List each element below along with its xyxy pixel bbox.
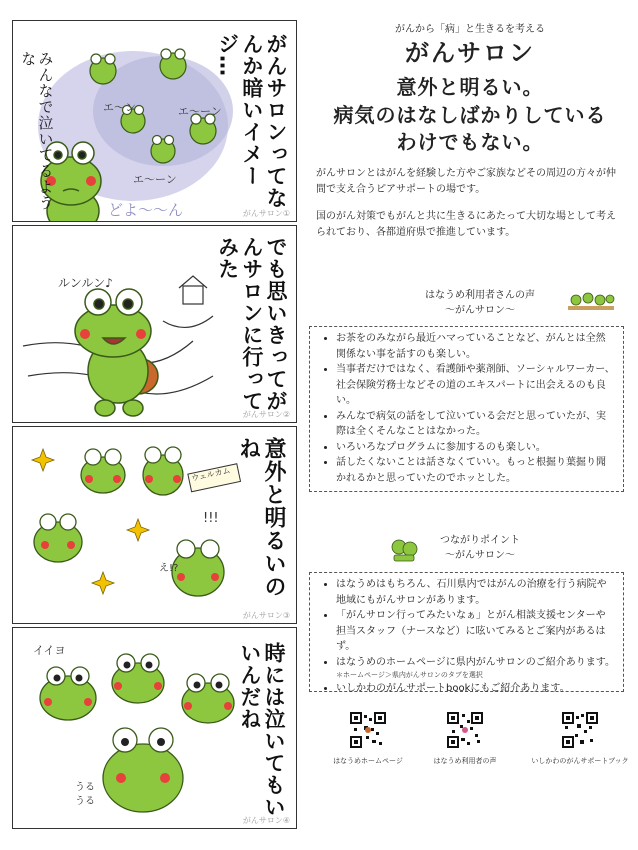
- frog-group-icon: [566, 290, 616, 316]
- voices-heading-subtitle: 〜がんサロン〜: [445, 305, 515, 316]
- points-heading: [400, 533, 560, 563]
- manga-panel-3: [12, 426, 297, 624]
- qr-code-icon: [350, 712, 386, 748]
- headline-line: わけでもない。: [396, 130, 544, 155]
- qr-user-voices[interactable]: [410, 712, 520, 766]
- sfx-cry: エ〜ーン: [133, 173, 177, 186]
- qr-code-icon: [447, 712, 483, 748]
- sfx-cry: エ〜ーン: [178, 105, 222, 118]
- list-item: • 話したくないことは話さなくていい。もっと根掘り葉掘り聞かれるかと思っていたのでホッとした。: [336, 455, 615, 486]
- sfx-teary: うる: [75, 796, 95, 807]
- list-item: • いしかわのがんサポートbookにもご紹介あります。: [336, 681, 615, 697]
- qr-label: いしかわのがんサポートブック: [531, 757, 629, 765]
- list-item-text: はなうめのホームページに県内がんサロンのご紹介あります。: [336, 656, 615, 668]
- sfx-teary: うる: [75, 782, 95, 793]
- intro-paragraph: がんサロンとはがんを経験した方やご家族などその周辺の方々が仲間で支え合うピアサポートの場です。: [316, 168, 616, 195]
- panel-4-narration: 時には泣いてもいいんだね: [237, 642, 286, 818]
- panel-credit: がんサロン①: [242, 209, 290, 218]
- sfx-humming: ルンルン♪: [58, 276, 113, 290]
- panel-credit: がんサロン③: [242, 611, 290, 620]
- panel-credit: がんサロン④: [242, 816, 290, 825]
- sfx-okay: イイヨ: [33, 644, 66, 657]
- qr-homepage[interactable]: [313, 712, 423, 766]
- intro-paragraph: 国のがん対策でもがんと共に生きるにあたって大切な場として考えられており、各都道府県で推進しています。: [316, 211, 616, 238]
- sfx-huh: え!?: [159, 563, 179, 574]
- list-item: • 「がんサロン行ってみたいなぁ」とがん相談支援センターや担当スタッフ（ナースなど）に呟いてみるとご案内があるはず。: [336, 608, 615, 655]
- list-item: • みんなで病気の話をして泣いている会だと思っていたが、実際は全くそんなことはなかった。: [336, 409, 615, 440]
- panel-1-narration: がんサロンってなんか暗いイメージ…: [215, 33, 288, 209]
- qr-support-book[interactable]: [525, 712, 635, 766]
- manga-panel-2: [12, 225, 297, 423]
- points-box: [309, 572, 624, 692]
- list-item: • いろいろなプログラムに参加するのも楽しい。: [336, 440, 615, 456]
- sfx-gloom: どよ〜〜ん: [108, 201, 184, 219]
- headline: [310, 74, 630, 157]
- sfx-surprise: !!!: [203, 511, 219, 526]
- page-title: がんサロン: [405, 39, 535, 67]
- qr-label: はなうめ利用者の声: [433, 757, 497, 765]
- headline-line: 病気のはなしばかりしている: [333, 102, 607, 127]
- list-item: • はなうめはもちろん、石川県内ではがんの治療を行う病院や地域にもがんサロンがあります。: [336, 577, 615, 608]
- header-subtitle: がんから「病」と生きるを考える: [395, 24, 545, 35]
- panel-credit: がんサロン②: [242, 410, 290, 419]
- panel-1-aside: みんなで泣いてるような: [19, 51, 55, 211]
- walking-frog: [75, 289, 158, 416]
- list-item: • 当事者だけではなく、看護師や薬剤師、ソーシャルワーカー、社会保険労務士などその道のエキスパートに出会えるのも良い。: [336, 362, 615, 409]
- manga-panel-4: [12, 627, 297, 829]
- panel-2-narration: でも思いきってがんサロンに行ってみた: [215, 236, 288, 412]
- points-heading-title: つながりポイント: [440, 535, 520, 546]
- welcome-sign: ウェルカム: [190, 465, 232, 484]
- list-item: • お茶をのみながら最近ハマっていることなど、がんとは全然関係ない事を話すのも楽しい。: [336, 331, 615, 362]
- panel-3-narration: 意外と明るいのね: [235, 437, 286, 598]
- headline-line: 意外と明るい。: [396, 75, 544, 99]
- points-list: [318, 577, 615, 696]
- sfx-cry: エ〜ン: [103, 101, 136, 114]
- points-heading-subtitle: 〜がんサロン〜: [445, 550, 515, 561]
- voices-heading-title: はなうめ利用者さんの声: [425, 290, 535, 301]
- list-item: [336, 655, 615, 681]
- list-item-note: ＊ホームページ＞県内がんサロンのタブを選択: [336, 671, 483, 679]
- qr-label: はなうめホームページ: [333, 757, 403, 765]
- voices-list: [318, 331, 615, 486]
- manga-panel-1: [12, 20, 297, 222]
- voices-heading: [400, 288, 560, 318]
- qr-code-icon: [562, 712, 598, 748]
- voices-box: [309, 326, 624, 492]
